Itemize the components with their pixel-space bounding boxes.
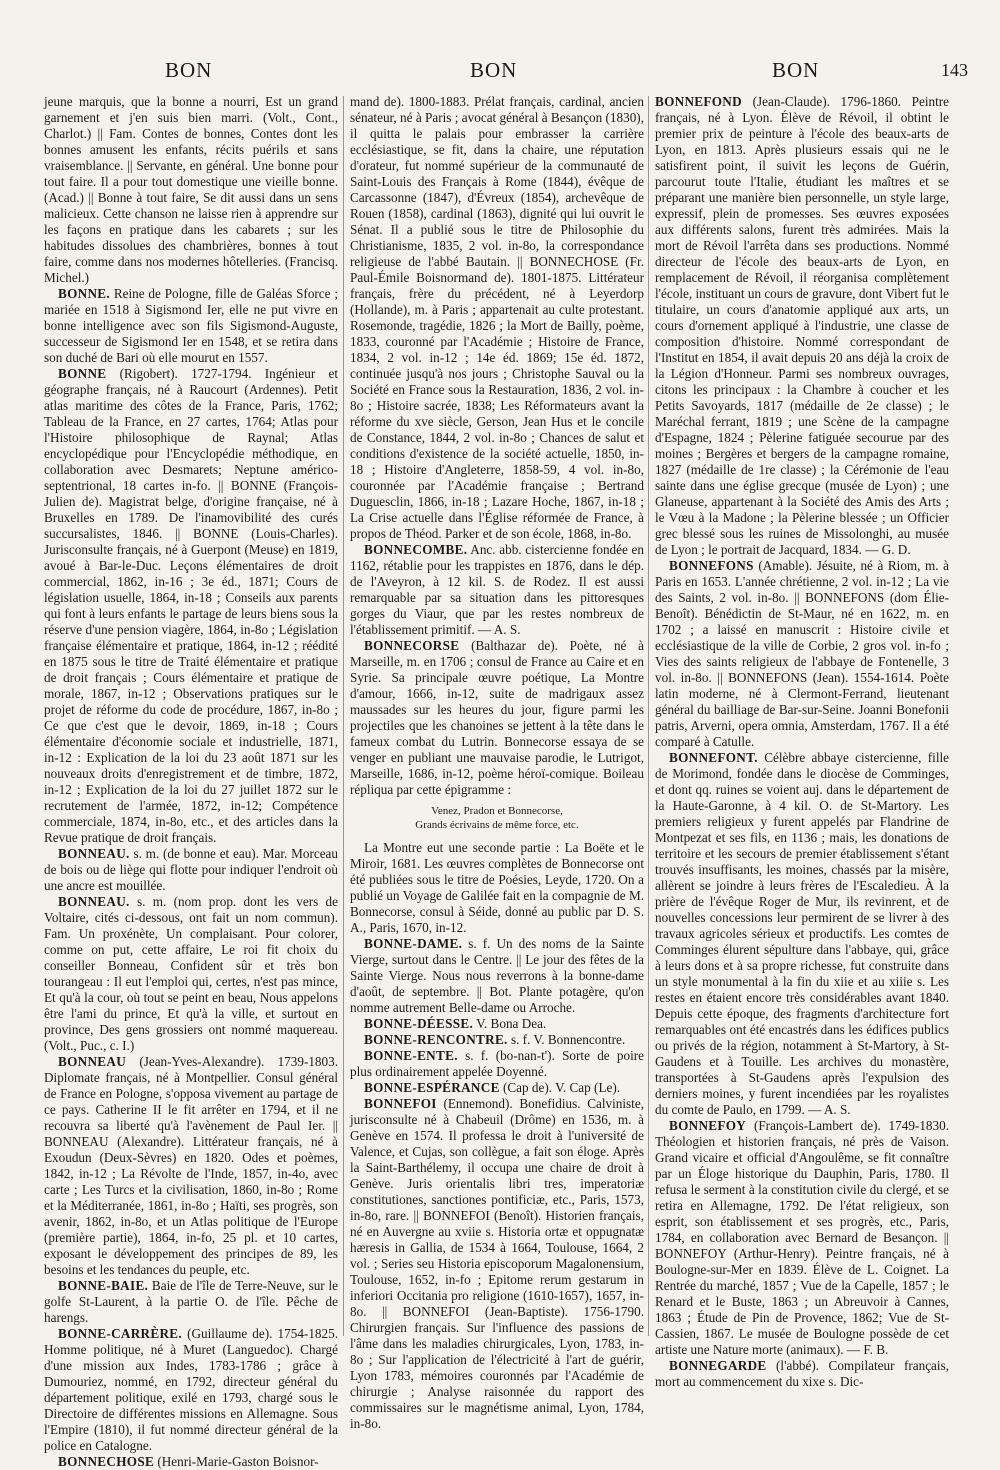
entry-text: Reine de Pologne, fille de Galéas Sforce ; mariée en 1518 à Sigismond Ier, elle ne put vivre en bonne intelligence avec son fils Sigismond-Auguste, successeur de Sigismond Ier en 1548, et se retira dans son duché de Bari où elle mourut en 1557.: [44, 286, 338, 365]
entry-headword: BONNE-RENCONTRE.: [364, 1032, 508, 1047]
entry-text: (Ennemond). Bonefidius. Calviniste, jurisconsulte né à Chabeuil (Drôme) en 1536, m. à Genève en 1574. Il professa le droit à l'université de Valence, et Cujas, son collègue, a fait son éloge. Après la Saint-Barthélemy, il occupa une chaire de droit à Genève. Juris orientalis libri tres, imperatoriæ constitutiones, sanctiones pontificiæ, etc., Paris, 1573, in-8o, rare. || BONNEFOI (Benoît). Historien français, né en Auvergne au xviie s. Historia ortæ et oppugnatæ hæresis in Gallia, de 1534 à 1664, Toulouse, 1664, 2 vol. ; Series seu Historia episcoporum Magalonensium, Toulouse, 1652, in-fo ; Epitome rerum gestarum in inferiori Occitania pro religione (1610-1657), 1657, in-8o. || BONNEFOI (Jean-Baptiste). 1756-1790. Chirurgien français. Sur l'influence des passions de l'âme dans les maladies chirurgicales, Lyon, 1783, in-8o ; Sur l'application de l'électricité à l'art de guérir, Lyon 1783, mémoires couronnés par l'Académie de chirurgie ; Analyse raisonnée du rapport des commissaires sur le magnétisme animal, Lyon, 1784, in-8o.: [350, 1096, 645, 1431]
entry-headword: BONNE-ESPÉRANCE: [364, 1080, 500, 1095]
dictionary-entry: [350, 94, 644, 542]
entry-text: (François-Lambert de). 1749-1830. Théologien et historien français, né près de Vaison. Grand vicaire et official d'Angoulême, se fit connaître par un Éloge historique du Dauphin, Paris, 1780. Il refusa le serment à la constitution civile du clergé, et se retira en Allemagne, 1792. De l'état religieux, son esprit, son établissement et ses progrès, etc., Paris, 1784, en collaboration avec Bernard de Besançon. || BONNEFOY (Arthur-Henry). Peintre français, né à Boulogne-sur-Mer en 1839. Élève de L. Coignet. La Rentrée du marché, 1857 ; Vue de la Capelle, 1857 ; le Renard et le Buste, 1863 ; un Abreuvoir à Cannes, 1863 ; Étude de Pin de Provence, 1862; Vue de St-Cassien, 1867. Le musée de Boulogne possède de cet artiste une Nature morte (animaux). — F. B.: [655, 1118, 949, 1357]
entry-text: (Jean-Claude). 1796-1860. Peintre français, né à Lyon. Élève de Révoil, il obtint le premier prix de peinture à l'école des beaux-arts de Lyon, en 1813. Après plusieurs essais qui ne le satisfirent point, il suivit les leçons de Guérin, parcourut toute l'Italie, étudiant les maîtres et se préparant une manière bien personnelle, un style large, expressif, plein de promesses. Ses œuvres exposées aux différents salons, furent très admirées. Mais la mort de Révoil l'arrêta dans ses productions. Nommé directeur de l'école des beaux-arts de Lyon, en remplacement de Révoil, il réorganisa complètement l'école, instituant un cours de gravure, dont Vibert fut le titulaire, un cours d'anatomie appliqué aux arts, un cours d'ornement appliqué à l'industrie, une classe de composition d'histoire. Nommé correspondant de l'Institut en 1854, il avait depuis 20 ans déjà la croix de la Légion d'Honneur. Parmi ses nombreux ouvrages, citons les principaux : la Chambre à coucher et les Petits Savoyards, 1817 (médaille de 2e classe) ; le Maréchal ferrant, 1819 ; une Scène de la campagne d'Espagne, 1824 ; Pèlerine fatiguée secourue par des moines ; Bergères et bergers de la campagne romaine, 1827 (médaille de 1re classe) ; la Cérémonie de l'eau sainte dans une église grecque (musée de Lyon) ; une Glaneuse, appartenant à la Société des Amis des Arts ; le Vœu à la Madone ; la Pèlerine blessée ; un Officier grec blessé sous les ruines de Missolonghi, au musée de Lyon ; le portrait de Jacquard, 1834. — G. D.: [655, 94, 949, 557]
text-column-2: [350, 94, 645, 1431]
dictionary-entry: [44, 1278, 338, 1326]
dictionary-entry: [44, 894, 338, 1054]
verse-quote: [350, 804, 644, 832]
dictionary-entry: [655, 94, 949, 558]
dictionary-entry: [655, 750, 949, 1118]
dictionary-entry: [655, 558, 949, 750]
dictionary-entry: [655, 1118, 949, 1358]
text-column-1: [44, 94, 339, 1469]
entry-text: Baie de l'île de Terre-Neuve, sur le golfe St-Laurent, à la partie O. de l'île. Pêche de harengs.: [44, 1278, 338, 1325]
entry-text: Célèbre abbaye cistercienne, fille de Morimond, fondée dans le diocèse de Comminges, et dont qq. ruines se voient auj. dans le département de la Haute-Garonne, à 4 kil. O. de St-Martory. Les premiers religieux y furent appelés par Flandrine de Montpezat et ses fils, en 1136 ; mais, les donations de territoire et les secours de premier établissement s'étant trouvés insuffisants, les moines, chassés par la misère, allèrent se joindre à leurs frères de l'Escaledieu. À la prière de l'évêque Roger de Mur, ils revinrent, et de nouvelles concessions leur permirent de se livrer à des travaux agricoles sérieux et productifs. Les comtes de Comminges élurent sépulture dans l'abbaye, qui, grâce à leurs dons et à sa propre richesse, fut construite dans un style monumental à la fin du xiie et au xiiie s. Les restes en étaient encore très considérables avant 1840. Depuis cette époque, des fragments d'architecture fort remarquables ont été encastrés dans les édifices publics ou privés de la région, notamment à St-Martory, à St-Gaudens et à Touille. Les archives du monastère, transportées à St-Gaudens après l'expulsion des derniers moines, y furent incendiées par les royalistes du comte de Paulo, en 1799. — A. S.: [655, 750, 949, 1117]
entry-headword: BONNEAU.: [58, 894, 130, 909]
column-rule: [648, 96, 649, 1336]
dictionary-entry: [350, 1048, 644, 1080]
entry-text: s. m. (nom prop. dont les vers de Voltaire, cités ci-dessous, ont fait un nom commun). Fam. Un proxénète, Un complaisant. Pour colorer, comme on put, cette affaire, Le roi fit choix du conseiller Bonneau, Confident sûr et très bon tourangeau : Il eut l'emploi qui, certes, n'est pas mince, Et qu'à la cour, où tout se peint en beau, Nous appelons être l'ami du prince, Et qu'à la ville, et surtout en province, Des gens grossiers ont nommé maquereau. (Volt., Puc., c. I.): [44, 894, 339, 1053]
entry-headword: BONNECHOSE: [58, 1454, 155, 1469]
text-column-3: [655, 94, 949, 1389]
entry-headword: BONNECOMBE.: [364, 542, 468, 557]
page-number: 143: [941, 60, 968, 80]
entry-text: (Balthazar de). Poète, né à Marseille, m. en 1706 ; consul de France au Caire et en Syrie. Sa principale œuvre poétique, La Montre d'amour, 1666, in-12, suite de madrigaux assez maussades sur les heures du jour, figure parmi les projectiles que les chanoines se jettent à la tête dans le fameux combat du Lutrin. Bonnecorse essaya de se venger en publiant une mauvaise parodie, le Lutrigot, Marseille, 1686, in-12, poème héroï-comique. Boileau répliqua par cette épigramme :: [350, 638, 645, 797]
entry-headword: BONNE-DAME.: [364, 936, 463, 951]
entry-text: (Henri-Marie-Gaston Boisnor-: [157, 1454, 319, 1469]
dictionary-entry: [44, 846, 338, 894]
entry-text: V. Bona Dea.: [476, 1016, 547, 1031]
entry-headword: BONNEFONS: [669, 558, 754, 573]
dictionary-entry: [655, 1358, 949, 1390]
dictionary-entry: [350, 1096, 644, 1432]
entry-text: (Amable). Jésuite, né à Riom, m. à Paris en 1653. L'année chrétienne, 2 vol. in-12 ; La vie des Saints, 2 vol. in-8o. || BONNEFONS (dom Élie-Benoît). Bénédictin de St-Maur, né en 1622, m. en 1702 ; a laissé en manuscrit : Histoire civile et ecclésiastique de la ville de Corbie, 2 gros vol. in-fo ; Vies des saints religieux de l'abbaye de Fontenelle, 3 vol. in-8o. || BONNEFONS (Jean). 1554-1614. Poète latin moderne, né à Clermont-Ferrand, lieutenant général du bailliage de Bar-sur-Seine. Joanni Bonefonii patris, Arverni, opera omnia, Amsterdam, 1767. Il a été comparé à Catulle.: [655, 558, 949, 749]
entry-headword: BONNEAU.: [58, 846, 130, 861]
entry-headword: BONNEAU: [58, 1054, 127, 1069]
entry-text: La Montre eut une seconde partie : La Boëte et le Miroir, 1681. Les œuvres complètes de Bonnecorse ont été publiées sous le titre de Poésies, Leyde, 1720. On a publié un Voyage de Galilée fait en la compagnie de M. Bonnecorse, consul à Séide, donné au public par D. S. A., Paris, 1670, in-12.: [350, 840, 644, 935]
dictionary-entry: [350, 1032, 644, 1048]
entry-headword: BONNECORSE: [364, 638, 460, 653]
dictionary-entry: [350, 1080, 644, 1096]
entry-text: (l'abbé). Compilateur français, mort au commencement du xixe s. Dic-: [655, 1358, 949, 1389]
entry-headword: BONNE.: [58, 286, 110, 301]
dictionary-entry: [44, 1454, 338, 1470]
entry-headword: BONNE-ENTE.: [364, 1048, 458, 1063]
entry-headword: BONNE: [58, 366, 107, 381]
entry-headword: BONNE-DÉESSE.: [364, 1016, 474, 1031]
dictionary-entry: [44, 286, 338, 366]
dictionary-entry: [44, 1054, 338, 1278]
entry-headword: BONNEFOY: [669, 1118, 747, 1133]
dictionary-entry: [350, 638, 644, 798]
entry-headword: BONNE-CARRÈRE.: [58, 1326, 182, 1341]
entry-headword: BONNE-BAIE.: [58, 1278, 149, 1293]
entry-text: Anc. abb. cistercienne fondée en 1162, rétablie pour les trappistes en 1876, dans le dép. de l'Aveyron, à 12 kil. S. de Rodez. Il est aussi remarquable par sa situation dans les pittoresques gorges du Viaur, que par les restes nombreux de l'établissement primitif. — A. S.: [350, 542, 644, 637]
running-head-center: BON: [470, 58, 518, 82]
entry-text: mand de). 1800-1883. Prélat français, cardinal, ancien sénateur, né à Paris ; avocat général à Besançon (1830), il quitta le palais pour embrasser la carrière ecclésiastique, se fit, dans la chaire, une réputation d'orateur, fut nommé supérieur de la communauté de Saint-Louis des Français à Rome (1844), évêque de Carcassonne (1847), d'Évreux (1854), archevêque de Rouen (1858), cardinal (1863), dignité qui lui ouvrit le Sénat. Il a publié sous le titre de Philosophie du Christianisme, 1835, 2 vol. in-8o, la correspondance religieuse de l'abbé Bautain. || BONNECHOSE (Fr. Paul-Émile Boisnormand de). 1801-1875. Littérateur français, frère du précédent, né à Leyerdorp (Hollande), m. à Paris ; appartenait au culte protestant. Rosemonde, tragédie, 1826 ; la Mort de Bailly, poème, 1833, couronné par l'Académie ; Histoire de France, 1834, 2 vol. in-12 ; 14e éd. 1869; 15e éd. 1872, continuée jusqu'à nos jours ; Christophe Sauval ou la Société en France sous la Restauration, 1836, 2 vol. in-8o ; Histoire sacrée, 1838; Les Réformateurs avant la réforme du xve siècle, Gerson, Jean Hus et le concile de Constance, 1844, 2 vol. in-8o ; Chances de salut et conditions d'existence de la société actuelle, 1850, in-18 ; Histoire d'Angleterre, 1858-59, 4 vol. in-8o, couronnée par l'Académie française ; Bertrand Duguesclin, 1866, in-18 ; Lazare Hoche, 1867, in-18 ; La Crise actuelle dans l'Église réformée de France, à propos de Théod. Parker et de son école, 1868, in-8o.: [350, 94, 644, 541]
dictionary-entry: [350, 1016, 644, 1032]
entry-headword: BONNEFOND: [655, 94, 742, 109]
entry-text: (Rigobert). 1727-1794. Ingénieur et géographe français, né à Raucourt (Ardennes). Petit atlas maritime des côtes de la France, Paris, 1762; Tableau de la France, en 27 cartes, 1764; Atlas pour l'Histoire philosophique de Raynal; Atlas encyclopédique pour l'Encyclopédie méthodique, en collaboration avec Desmarets; Neptune américo-septentrional, 18 cartes in-fo. || BONNE (François-Julien de). Magistrat belge, d'origine française, né à Bruxelles en 1789. De l'inamovibilité des curés succursalistes, 1846. || BONNE (Louis-Charles). Jurisconsulte français, né à Guerpont (Meuse) en 1819, avoué à Bar-le-Duc. Leçons élémentaires de droit commercial, 1862, in-16 ; 3e éd., 1871; Cours de législation usuelle, 1864, in-18 ; Conseils aux parents qui font à leurs enfants le partage de leurs biens sous la réserve d'une pension viagère, 1864, in-8o ; Législation française élémentaire et pratique, 1864, in-12 ; réédité en 1875 sous le titre de Traité élémentaire et pratique de droit français ; Cours élémentaire et pratique de morale, 1867, in-12 ; Observations pratiques sur le projet de réforme du code de procédure, 1867, in-8o ; Ce que c'est que le devoir, 1869, in-18 ; Cours élémentaire d'économie sociale et industrielle, 1871, in-12 : Explication de la loi du 23 août 1871 sur les nouveaux droits d'enregistrement et de timbre, 1872, in-12 ; Explication de la loi du 27 juillet 1872 sur le recrutement de l'armée, 1872, in-12; Compétence commerciale, 1874, in-8o, etc., et des articles dans la Revue pratique de droit français.: [44, 366, 338, 845]
dictionary-entry: [44, 1326, 338, 1454]
dictionary-entry: [44, 366, 338, 846]
entry-text: (Guillaume de). 1754-1825. Homme politique, né à Muret (Languedoc). Chargé d'une mission aux Indes, 1783-1786 ; grâce à Dumouriez, nommé, en 1792, directeur général du département politique, exilé en 1793, chargé sous le Directoire de différentes missions en Allemagne. Sous l'Empire (1810), il fut nommé directeur général de la police en Catalogne.: [44, 1326, 338, 1453]
dictionary-entry: [44, 94, 338, 286]
verse-line: Grands écrivains de même force, etc.: [415, 819, 579, 831]
entry-headword: BONNEGARDE: [669, 1358, 767, 1373]
entry-text: s. f. Un des noms de la Sainte Vierge, surtout dans le Centre. || Le jour des fêtes de la Sainte Vierge. Nous nous reverrons à la bonne-dame d'août, de septembre. || Bot. Plante potagère, qu'on nomme autrement Belle-dame ou Arroche.: [350, 936, 644, 1015]
dictionary-entry: [350, 936, 644, 1016]
entry-text: s. f. (bo-nan-t'). Sorte de poire plus ordinairement appelée Doyenné.: [350, 1048, 644, 1079]
entry-text: jeune marquis, que la bonne a nourri, Est un grand garnement et j'en suis bien marri. (Volt., Cont., Charlot.) || Fam. Contes de bonnes, Contes dont les bonnes amusent les enfants, récits puérils et sans vraisemblance. || Servante, en général. Une bonne pour tout faire. Il a pour tout domestique une vieille bonne. (Acad.) || Bonne à tout faire, Se dit aussi dans un sens malicieux. Cette chanson ne laisse rien à apprendre sur les façons en pratique dans les cabarets ; sur les habitudes dissolues des chambrières, bonnes à tout faire, comme dans nos modernes hôtelleries. (Francisq. Michel.): [44, 94, 338, 285]
entry-text: (Jean-Yves-Alexandre). 1739-1803. Diplomate français, né à Montpellier. Consul général de France en Pologne, s'opposa vivement au partage de ce pays. Catherine II le fit arrêter en 1794, et il ne recouvra sa liberté qu'à l'avènement de Paul Ier. || BONNEAU (Alexandre). Littérateur français, né à Exoudun (Deux-Sèvres) en 1820. Odes et poèmes, 1842, in-12 ; La Révolte de l'Inde, 1857, in-4o, avec carte ; Les Turcs et la civilisation, 1860, in-8o ; Rome et la Méditerranée, 1861, in-8o ; Haïti, ses progrès, son avenir, 1862, in-8o, et un Atlas politique de l'Europe (première partie), 1864, in-fo, 25 pl. et 10 cartes, exposant le développement des principes de 89, les besoins et les tendances du peuple, etc.: [44, 1054, 339, 1277]
entry-headword: BONNEFOI: [364, 1096, 437, 1111]
running-head-right: BON: [772, 58, 820, 82]
entry-text: s. m. (de bonne et eau). Mar. Morceau de bois ou de liège qui flotte pour indiquer l'endroit où une ancre est mouillée.: [44, 846, 338, 893]
dictionary-entry: [350, 542, 644, 638]
verse-line: Venez, Pradon et Bonnecorse,: [431, 805, 563, 817]
entry-headword: BONNEFONT.: [669, 750, 758, 765]
entry-text: (Cap de). V. Cap (Le).: [502, 1080, 621, 1095]
entry-text: s. f. V. Bonnencontre.: [510, 1032, 626, 1047]
running-head-left: BON: [165, 58, 213, 82]
dictionary-entry: [350, 840, 644, 936]
column-rule: [343, 96, 344, 1336]
